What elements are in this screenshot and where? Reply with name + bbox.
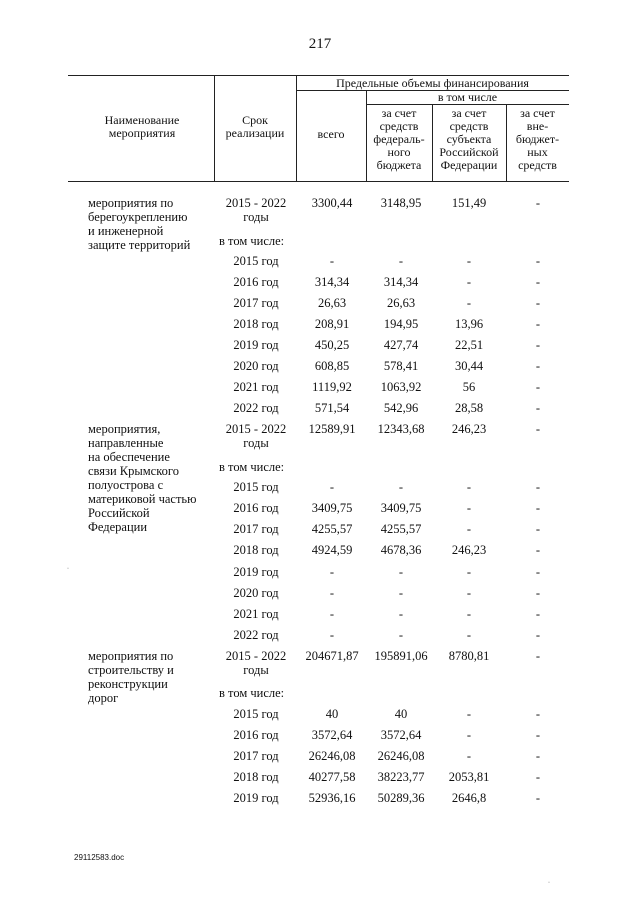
- header-federal: за счет средств федераль- ного бюджета: [373, 106, 425, 172]
- page-number: 217: [308, 36, 332, 52]
- header-group-title: Предельные объемы финансирования: [336, 76, 529, 90]
- header-bottom-rule: [68, 181, 569, 182]
- subject-value: 151,49: [451, 196, 487, 210]
- federal-value: 12343,68: [377, 422, 425, 436]
- scan-speck: ·: [67, 566, 69, 572]
- section-name: мероприятия, направленные на обеспечение связи Крымского полуострова с материковой частью Российской Федерации: [88, 422, 197, 534]
- header-extra-budget: за счет вне- бюджет- ных средств: [515, 106, 560, 172]
- including-label: в том числе:: [219, 234, 285, 248]
- total-value: 204671,87: [305, 649, 359, 663]
- federal-value: 195891,06: [374, 649, 428, 663]
- subject-value: 246,23: [451, 422, 487, 436]
- including-label: в том числе:: [219, 460, 285, 474]
- section-name: мероприятия по строительству и реконструкции дорог: [88, 649, 174, 705]
- header-including-rule: [366, 104, 569, 105]
- header-term: Срок реализации: [225, 113, 285, 140]
- document-filename: 29112583.doc: [74, 853, 125, 862]
- subject-value: 8780,81: [448, 649, 490, 663]
- header-name: Наименование мероприятия: [104, 113, 180, 140]
- extra-budget-value: -: [535, 422, 541, 436]
- total-value: 3300,44: [311, 196, 353, 210]
- section-name: мероприятия по берегоукреплению и инженерной защите территорий: [88, 196, 191, 252]
- extra-budget-value: -: [535, 649, 541, 663]
- header-subject: за счет средств субъекта Российской Федерации: [439, 106, 499, 172]
- total-value: 12589,91: [308, 422, 356, 436]
- period: 2015 - 2022 годы: [225, 649, 287, 677]
- period: 2015 - 2022 годы: [225, 422, 287, 450]
- including-label: в том числе:: [219, 686, 285, 700]
- header-including: в том числе: [437, 90, 498, 104]
- header-total: всего: [317, 127, 345, 141]
- extra-budget-value: -: [535, 196, 541, 210]
- scan-speck: ·: [548, 880, 550, 886]
- federal-value: 3148,95: [380, 196, 422, 210]
- period: 2015 - 2022 годы: [225, 196, 287, 224]
